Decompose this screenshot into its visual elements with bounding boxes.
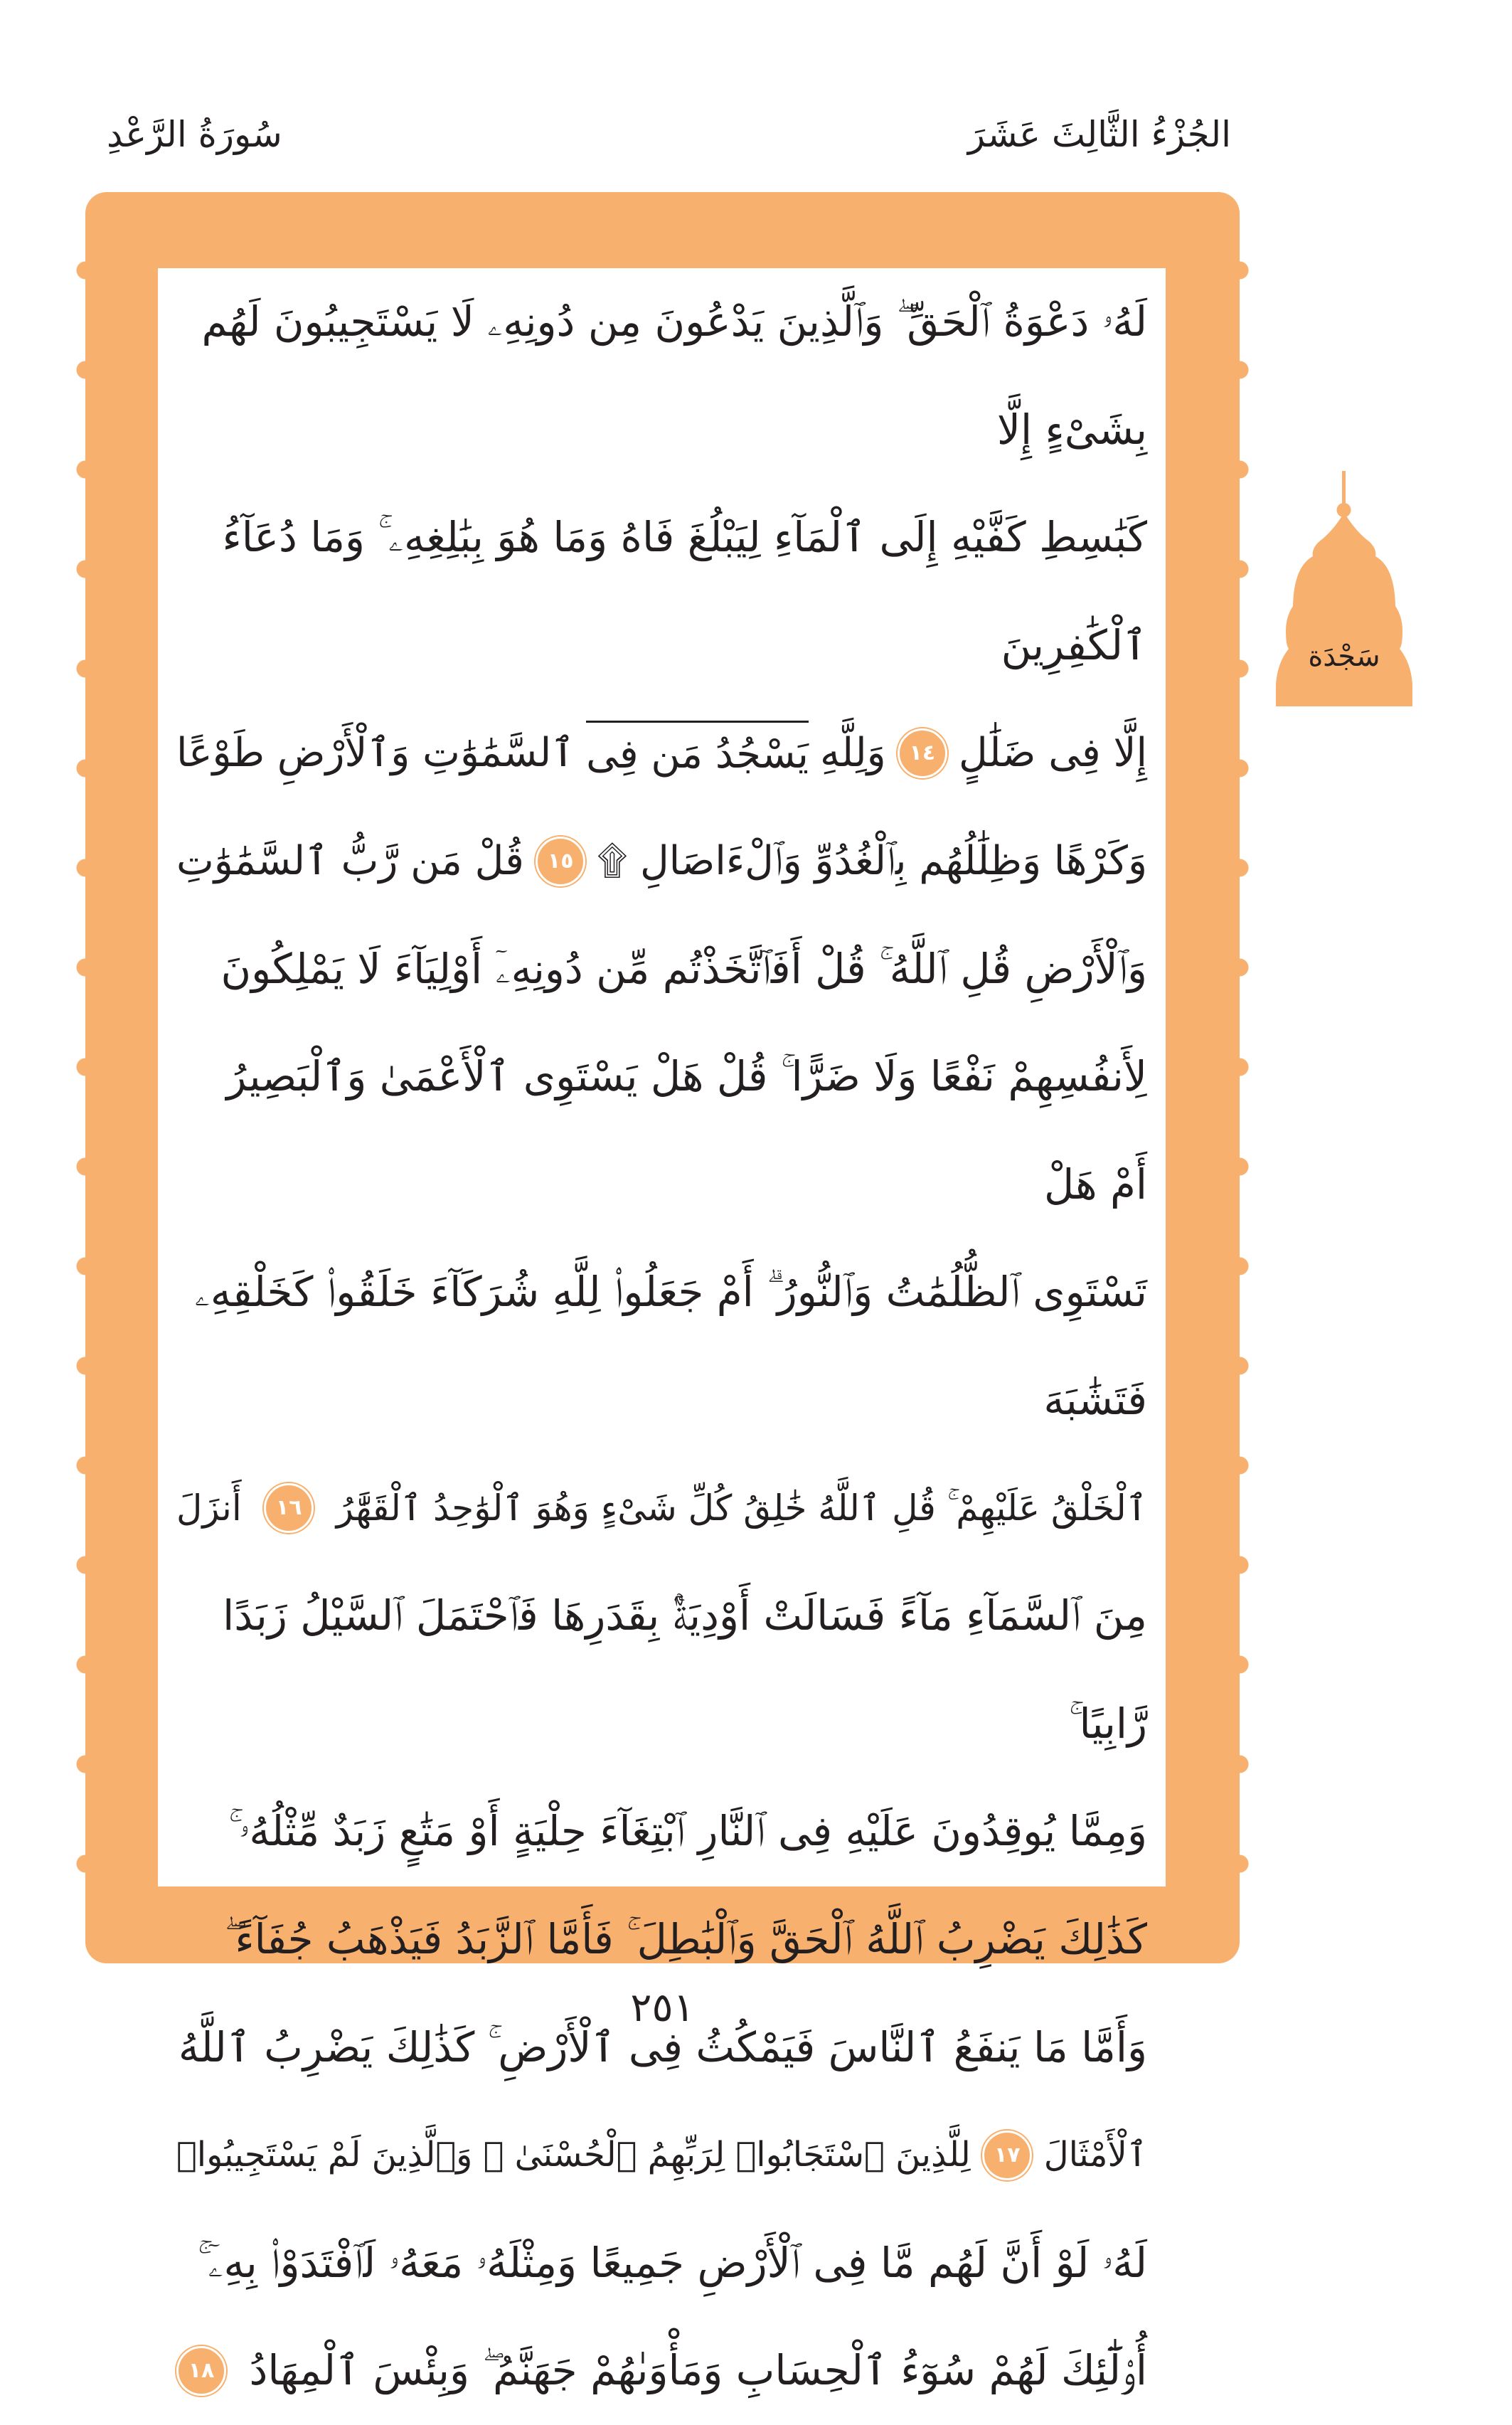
page-number: ٢٥١ (630, 1985, 695, 2031)
text-line (176, 1023, 1147, 1238)
verse-text: أُو۟لَٰٓئِكَ لَهُمْ سُوٓءُ ٱلْحِسَابِ وَمَأْوَىٰهُمْ جَهَنَّمُ ۖ وَبِئْسَ ٱلْمِهَادُ (249, 2346, 1147, 2395)
verse-text: ٱلسَّمَٰوَٰتِ وَٱلْأَرْضِ طَوْعًا (176, 730, 575, 777)
verse-text: إِلَّا فِى ضَلَٰلٍ (958, 730, 1147, 777)
verse-text: ٱلْخَلْقُ عَلَيْهِمْ ۚ قُلِ ٱللَّهُ خَٰلِقُ كُلِّ شَىْءٍ وَهُوَ ٱلْوَٰحِدُ ٱلْقَهَّٰرُ (336, 1487, 1147, 1529)
verse-text: لَهُۥ لَوْ أَنَّ لَهُم مَّا فِى ٱلْأَرْضِ جَمِيعًا وَمِثْلَهُۥ مَعَهُۥ لَٱفْتَدَوْا۟ بِهِۦٓ ۚ (198, 2238, 1147, 2287)
text-line (176, 2209, 1147, 2318)
verse-text: وَمِمَّا يُوقِدُونَ عَلَيْهِ فِى ٱلنَّارِ ٱبْتِغَآءَ حِلْيَةٍ أَوْ مَتَٰعٍ زَبَدٌ مِّثْلُهُۥ ۚ (228, 1807, 1147, 1856)
juz-title: الجُزْءُ الثَّالِثَ عَشَرَ (967, 114, 1231, 155)
text-line (176, 1562, 1147, 1778)
text-line (176, 1778, 1147, 1886)
text-line (176, 2101, 1147, 2209)
verse-text: قُلْ مَن رَّبُّ ٱلسَّمَٰوَٰتِ (176, 837, 524, 884)
ayah-number-marker: ١٥ (536, 837, 585, 886)
text-line (176, 2317, 1147, 2425)
text-line (176, 1238, 1147, 1454)
verse-text: تَسْتَوِى ٱلظُّلُمَٰتُ وَٱلنُّورُ ۗ أَمْ جَعَلُوا۟ لِلَّهِ شُرَكَآءَ خَلَقُوا۟ كَخَلْقِهِۦ فَتَشَٰبَهَ (194, 1268, 1147, 1424)
verse-text: وَلِلَّهِ (820, 730, 886, 777)
sajda-overline-text: يَسْجُدُ مَن فِى (586, 721, 809, 787)
ayah-number-marker: ١٤ (898, 728, 947, 778)
text-line (176, 1455, 1147, 1563)
verse-text: وَٱلْأَرْضِ قُلِ ٱللَّهُ ۚ قُلْ أَفَٱتَّخَذْتُم مِّن دُونِهِۦٓ أَوْلِيَآءَ لَا يَمْلِكُونَ (220, 944, 1147, 993)
verse-text: وَكَرْهًا وَظِلَٰلُهُم بِٱلْغُدُوِّ وَٱلْءَاصَالِ ۩ (597, 837, 1147, 884)
sajda-label: سَجْدَة (1308, 640, 1380, 673)
verse-text: لَهُۥ دَعْوَةُ ٱلْحَقِّ ۖ وَٱلَّذِينَ يَدْعُونَ مِن دُونِهِۦ لَا يَسْتَجِيبُونَ لَهُم بِشَىْءٍ إِلَّا (201, 297, 1147, 454)
verse-text: لِأَنفُسِهِمْ نَفْعًا وَلَا ضَرًّا ۚ قُلْ هَلْ يَسْتَوِى ٱلْأَعْمَىٰ وَٱلْبَصِيرُ أَمْ هَلْ (226, 1052, 1147, 1209)
verse-text: مِنَ ٱلسَّمَآءِ مَآءً فَسَالَتْ أَوْدِيَةٌۢ بِقَدَرِهَا فَٱحْتَمَلَ ٱلسَّيْلُ زَبَدًا رَّابِيًا ۚ (223, 1591, 1147, 1748)
text-line (176, 268, 1147, 484)
verse-text: ٱلْأَمْثَالَ (1043, 2135, 1147, 2175)
verse-text: كَذَٰلِكَ يَضْرِبُ ٱللَّهُ ٱلْحَقَّ وَٱلْبَٰطِلَ ۚ فَأَمَّا ٱلزَّبَدُ فَيَذْهَبُ جُفَآءً ۖ (224, 1914, 1147, 1963)
text-line (176, 1886, 1147, 1994)
ayah-number-marker: ١٦ (264, 1483, 314, 1533)
text-line (176, 916, 1147, 1024)
verse-text: وَأَمَّا مَا يَنفَعُ ٱلنَّاسَ فَيَمْكُثُ فِى ٱلْأَرْضِ ۚ كَذَٰلِكَ يَضْرِبُ ٱللَّهُ (178, 2022, 1147, 2071)
text-line (176, 699, 1147, 807)
verse-text: أَنزَلَ (176, 1487, 242, 1529)
surah-title: سُورَةُ الرَّعْدِ (107, 114, 282, 155)
text-line (176, 484, 1147, 699)
text-line (176, 807, 1147, 916)
verse-text: كَبَٰسِطِ كَفَّيْهِ إِلَى ٱلْمَآءِ لِيَبْلُغَ فَاهُ وَمَا هُوَ بِبَٰلِغِهِۦ ۚ وَمَا دُعَآءُ ٱلْكَٰفِرِينَ (222, 513, 1147, 669)
verse-text: لِلَّذِينَ ٱسْتَجَابُوا۟ لِرَبِّهِمُ ٱلْحُسْنَىٰ ۚ وَٱلَّذِينَ لَمْ يَسْتَجِيبُوا۟ (176, 2135, 971, 2175)
ayah-number-marker: ١٨ (176, 2346, 226, 2396)
ayah-number-marker: ١٧ (982, 2131, 1032, 2180)
